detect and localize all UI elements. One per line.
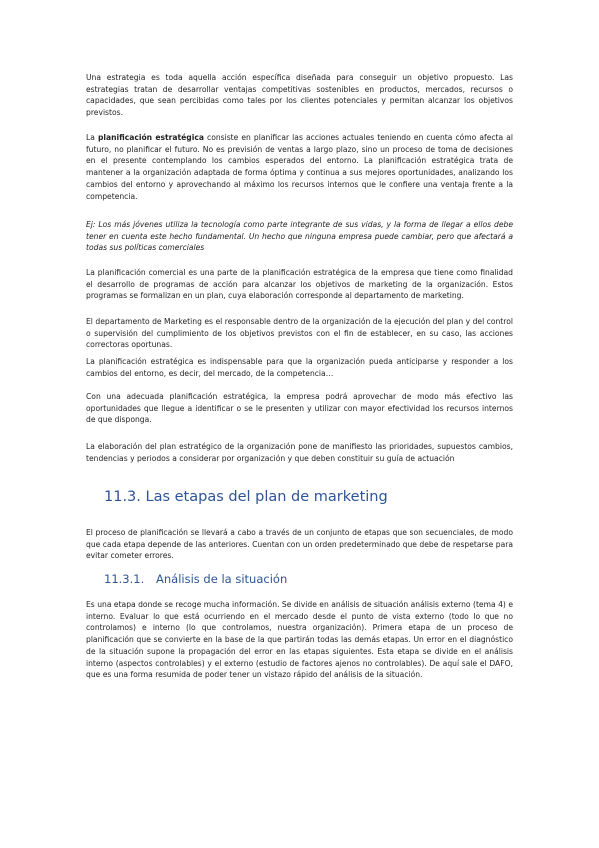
bold-term: planificación estratégica: [97, 133, 204, 142]
paragraph-analisis-situacion: Es una etapa donde se recoge mucha información. Se divide en análisis de situación análisis externo (tema 4) e interno. Evaluar lo que está ocurriendo en el mercado desde el punto de vista externo (todo lo que no controlamos) e interno (lo que controlamos, nuestra organización). Primera etapa de un proceso de planificación que se convierte en la base de la que partirán todas las demás etapas. Un error en el diagnóstico de la situación supone la propagación del error en las etapas siguientes. Esta etapa se divide en el análisis interno (aspectos controlables) y el externo (estudio de factores ajenos no controlables). De aquí sale el DAFO, que es una forma resumida de poder tener un vistazo rápido del análisis de la situación.: [86, 600, 513, 680]
paragraph-departamento-marketing: El departamento de Marketing es el responsable dentro de la organización de la ejecución del plan y del control o supervisión del cumplimiento de los objetivos previstos con el fin de establecer, en su caso, las acciones correctoras oportunas.: [86, 317, 513, 350]
subsection-number: 11.3.1.: [104, 572, 145, 586]
paragraph-planificacion-comercial: La planificación comercial es una parte de la planificación estratégica de la empresa que tiene como finalidad el desarrollo de programas de acción para alcanzar los objetivos de marketing de la organización. Estos programas se formalizan en un plan, cuya elaboración corresponde al departamento de marketing.: [86, 268, 513, 301]
paragraph-rest: consiste en planificar las acciones actuales teniendo en cuenta cómo afecta al futuro, no planificar el futuro. No es previsión de ventas a largo plazo, sino un proceso de toma de decisiones en el presente contemplando los cambios esperados del entorno. La planificación estratégica trata de mantener a la organización adaptada de forma óptima y continua a sus mejores oportunidades, analizando los cambios del entorno y aprovechando al máximo los recursos internos que le confiere una ventaja frente a la competencia.: [86, 133, 513, 201]
section-heading: 11.3. Las etapas del plan de marketing: [104, 489, 388, 505]
paragraph-estrategia: Una estrategia es toda aquella acción específica diseñada para conseguir un objetivo propuesto. Las estrategias tratan de desarrollar ventajas competitivas sostenibles en productos, mercados, recursos o capacidades, que sean percibidas como tales por los clientes potenciales y permitan alcanzar los objetivos previstos.: [86, 73, 513, 118]
paragraph-proceso-planificacion: El proceso de planificación se llevará a cabo a través de un conjunto de etapas que son secuenciales, de modo que cada etapa depende de las anteriores. Cuentan con un orden predeterminado que debe de respetarse para evitar cometer errores.: [86, 528, 513, 561]
paragraph-adecuada-planificacion: Con una adecuada planificación estratégica, la empresa podrá aprovechar de modo más efectivo las oportunidades que llegue a identificar o se le presenten y utilizar con mayor efectividad los recursos internos de que disponga.: [86, 392, 513, 425]
paragraph-example: Ej: Los más jóvenes utiliza la tecnología como parte integrante de sus vidas, y la forma de llegar a ellos debe tener en cuenta este hecho fundamental. Un hecho que ninguna empresa puede cambiar, pero que afectará a todas sus políticas comerciales: [86, 220, 513, 253]
paragraph-indispensable: La planificación estratégica es indispensable para que la organización pueda anticiparse y responder a los cambios del entorno, es decir, del mercado, de la competencia…: [86, 357, 513, 378]
subsection-title: Análisis de la situación: [156, 572, 288, 586]
paragraph-planificacion-estrategica: [86, 132, 513, 202]
paragraph-lead: La: [86, 133, 98, 142]
paragraph-elaboracion-plan: La elaboración del plan estratégico de la organización pone de manifiesto las prioridades, supuestos cambios, tendencias y periodos a considerar por organización y que deben constituir su guía de actuación: [86, 442, 513, 463]
subsection-heading: [104, 572, 287, 587]
